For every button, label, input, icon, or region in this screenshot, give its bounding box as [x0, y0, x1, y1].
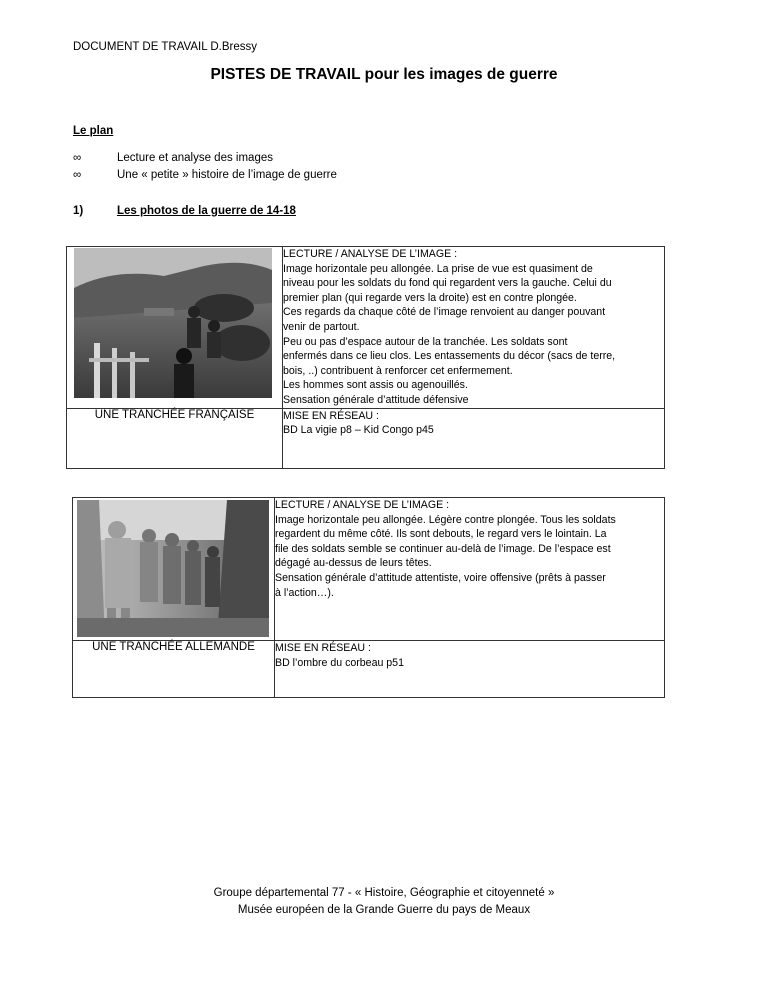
page-footer	[0, 885, 768, 919]
section-number: 1)	[73, 205, 84, 217]
lecture-line: Sensation générale d’attitude attentiste, voire offensive (prêts à passer	[275, 571, 606, 584]
lecture-line: Sensation générale d’attitude défensive	[283, 393, 469, 406]
plan-heading: Le plan	[73, 125, 114, 137]
photo-caption: UNE TRANCHÉE ALLEMANDE	[73, 641, 275, 698]
reseau-text: BD La vigie p8 – Kid Congo p45	[283, 424, 434, 437]
bullet-symbol: ∞	[73, 152, 82, 164]
reseau-title: MISE EN RÉSEAU :	[283, 409, 379, 422]
image-card-french	[66, 246, 665, 469]
section-title: Les photos de la guerre de 14-18	[117, 205, 296, 217]
reseau-title: MISE EN RÉSEAU :	[275, 642, 371, 654]
lecture-cell	[275, 498, 665, 641]
photo-cell	[73, 498, 275, 641]
lecture-line: Image horizontale peu allongée. La prise de vue est quasiment de	[283, 262, 593, 275]
footer-line: Groupe départemental 77 - « Histoire, Géographie et citoyenneté »	[213, 887, 555, 899]
footer-line: Musée européen de la Grande Guerre du pays de Meaux	[237, 904, 531, 916]
photo-caption: UNE TRANCHÉE FRANÇAISE	[67, 408, 283, 468]
photo-cell	[67, 247, 283, 409]
lecture-line: enfermés dans ce lieu clos. Les entassements du décor (sacs de terre,	[283, 350, 616, 363]
lecture-line: premier plan (qui regarde vers la droite) est en contre plongée.	[283, 291, 577, 304]
french-trench-photo	[74, 248, 272, 398]
lecture-line: regardent du même côté. Ils sont debouts, le regard vers le lointain. La	[275, 528, 607, 541]
lecture-line: Les hommes sont assis ou agenouillés.	[283, 379, 468, 392]
lecture-title: LECTURE / ANALYSE DE L’IMAGE :	[283, 248, 458, 260]
lecture-line: à l’action…).	[275, 586, 334, 599]
lecture-line: file des soldats semble se continuer au-delà de l’image. De l’espace est	[275, 542, 611, 555]
lecture-cell	[283, 247, 665, 409]
document-header: DOCUMENT DE TRAVAIL D.Bressy	[73, 41, 258, 53]
image-card-german	[72, 497, 665, 698]
lecture-line: Ces regards da chaque côté de l’image renvoient au danger pouvant	[283, 306, 606, 319]
lecture-line: Peu ou pas d’espace autour de la tranchée. Les soldats sont	[283, 335, 568, 348]
reseau-cell	[275, 641, 665, 698]
plan-item: Lecture et analyse des images	[117, 152, 273, 164]
lecture-line: niveau pour les soldats du fond qui regardent vers la gauche. Celui du	[283, 277, 612, 290]
page-title: PISTES DE TRAVAIL pour les images de guerre	[210, 66, 558, 83]
lecture-line: bois, ..) contribuent à renforcer cet enfermement.	[283, 364, 513, 377]
reseau-cell	[283, 408, 665, 468]
lecture-line: dégagé au-dessus de leurs têtes.	[275, 557, 432, 570]
bullet-symbol: ∞	[73, 169, 82, 181]
lecture-line: Image horizontale peu allongée. Légère contre plongée. Tous les soldats	[275, 513, 616, 526]
german-trench-photo	[77, 500, 269, 637]
reseau-text: BD l’ombre du corbeau p51	[275, 656, 404, 669]
lecture-line: venir de partout.	[283, 320, 360, 333]
lecture-title: LECTURE / ANALYSE DE L’IMAGE :	[275, 499, 450, 511]
plan-item: Une « petite » histoire de l’image de guerre	[117, 169, 337, 181]
